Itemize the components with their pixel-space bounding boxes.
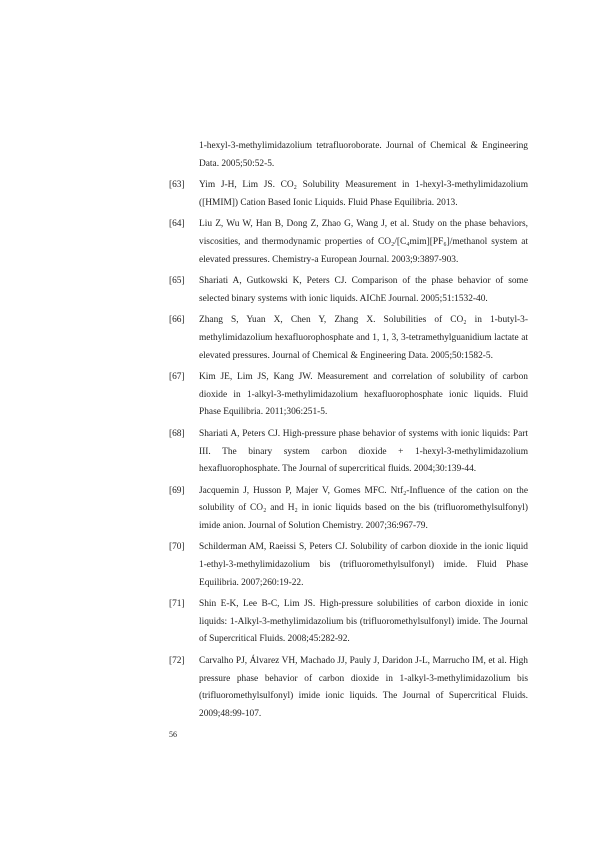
reference-number: [63] [169,180,185,191]
reference-text: Liu Z, Wu W, Han B, Dong Z, Zhao G, Wang J, et al. Study on the phase behaviors, viscosities, and thermodynamic properties of CO₂/[C₄mim][PF₆]/methanol system at elevated pressures. Chemistry-a European Journal. 2003;9:3897-903. [199,219,528,265]
reference-item [169,483,528,536]
reference-text: Kim JE, Lim JS, Kang JW. Measurement and correlation of solubility of carbon dioxide in 1-alkyl-3-methylimidazolium hexafluorophosphate ionic liquids. Fluid Phase Equilibria. 2011;306:251-5. [199,372,528,418]
reference-item [169,216,528,269]
reference-number: [72] [169,656,185,667]
reference-item [169,369,528,422]
reference-item [169,426,528,479]
reference-item [169,273,528,308]
reference-number: [66] [169,315,185,326]
reference-number: [65] [169,276,185,287]
reference-text: Shariati A, Gutkowski K, Peters CJ. Comparison of the phase behavior of some selected binary systems with ionic liquids. AIChE Journal. 2005;51:1532-40. [199,276,528,304]
reference-text: Zhang S, Yuan X, Chen Y, Zhang X. Solubilities of CO₂ in 1-butyl-3-methylimidazolium hexafluorophosphate and 1, 1, 3, 3-tetramethylguanidium lactate at elevated pressures. Journal of Chemical & Engineering Data. 2005;50:1582-5. [199,315,528,361]
reference-number: [67] [169,372,185,383]
reference-text: 1-hexyl-3-methylimidazolium tetrafluoroborate. Journal of Chemical & Engineering Data. 2005;50:52-5. [199,141,528,169]
reference-number: [68] [169,428,185,439]
reference-text: Yim J-H, Lim JS. CO₂ Solubility Measurement in 1-hexyl-3-methylimidazolium ([HMIM]) Cation Based Ionic Liquids. Fluid Phase Equilibria. 2013. [199,180,528,208]
reference-text: Jacquemin J, Husson P, Majer V, Gomes MFC. Ntf₂-Influence of the cation on the solubility of CO₂ and H₂ in ionic liquids based on the bis (trifluoromethylsulfonyl) imide anion. Journal of Solution Chemistry. 2007;36:967-79. [199,485,528,531]
page-number: 56 [169,730,177,739]
reference-item [169,596,528,649]
reference-text: Shin E-K, Lee B-C, Lim JS. High-pressure solubilities of carbon dioxide in ionic liquids: 1-Alkyl-3-methylimidazolium bis (trifluoromethylsulfonyl) imide. The Journal of Supercritical Fluids. 2008;45:282-92. [199,599,528,645]
reference-text: Schilderman AM, Raeissi S, Peters CJ. Solubility of carbon dioxide in the ionic liquid 1-ethyl-3-methylimidazolium bis (trifluoromethylsulfonyl) imide. Fluid Phase Equilibria. 2007;260:19-22. [199,542,528,588]
reference-text: Shariati A, Peters CJ. High-pressure phase behavior of systems with ionic liquids: Part III. The binary system carbon dioxide + 1-hexyl-3-methylimidazolium hexafluorophosphate. The Journal of supercritical fluids. 2004;30:139-44. [199,428,528,475]
reference-number: [71] [169,599,185,610]
reference-item [169,539,528,592]
reference-item [169,138,528,173]
reference-text: Carvalho PJ, Álvarez VH, Machado JJ, Pauly J, Daridon J-L, Marrucho IM, et al. High pressure phase behavior of carbon dioxide in 1-alkyl-3-methylimidazolium bis (trifluoromethylsulfonyl) imide ionic liquids. The Journal of Supercritical Fluids. 2009;48:99-107. [199,656,528,719]
reference-number: [69] [169,485,185,496]
reference-item [169,312,528,365]
reference-list [169,138,528,727]
reference-number: [64] [169,219,185,230]
reference-item [169,653,528,723]
reference-item [169,177,528,212]
reference-number: [70] [169,542,185,553]
